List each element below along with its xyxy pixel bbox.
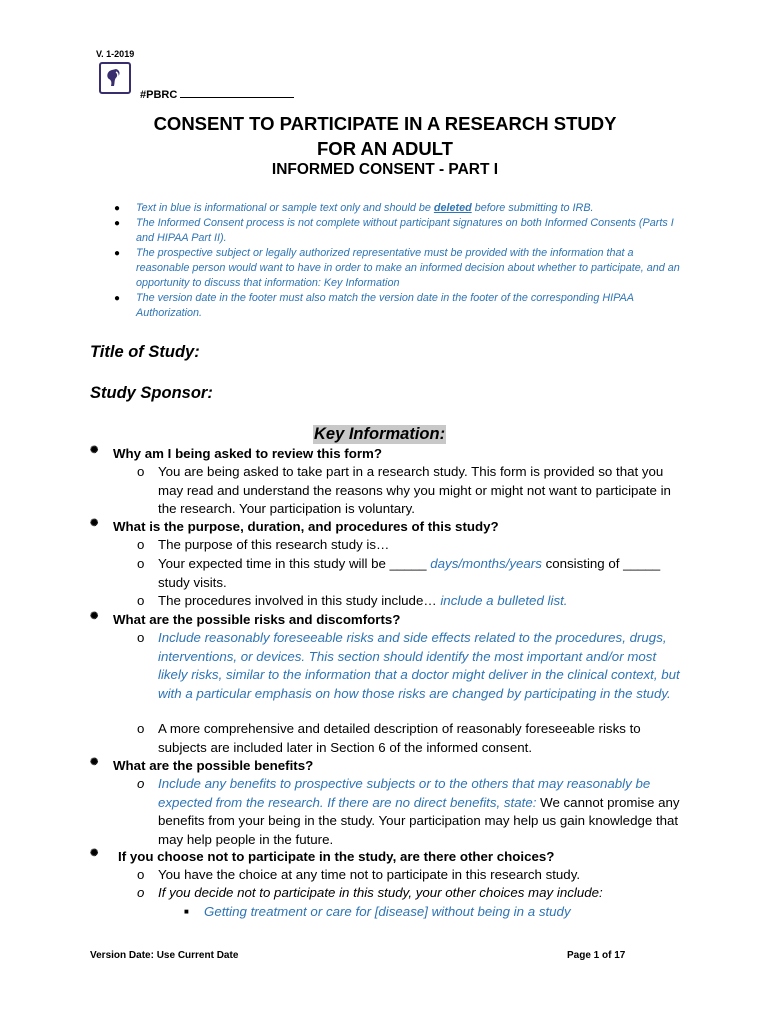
bullet-icon: ✺: [90, 611, 99, 622]
circle-bullet-icon: o: [137, 867, 145, 882]
title-of-study-heading: Title of Study:: [90, 343, 200, 361]
note-item: ● The Informed Consent process is not complete without participant signatures on both Informed Consents (Parts I and HIPAA Part II).: [114, 217, 674, 244]
version-number: V. 1-2019: [96, 49, 135, 59]
bullet-icon: ✺: [90, 757, 99, 768]
bullet-icon: ●: [114, 203, 121, 214]
bullet-icon: ●: [114, 248, 121, 259]
answer-item: o You have the choice at any time not to participate in this research study.: [137, 866, 687, 885]
document-subtitle: INFORMED CONSENT - PART I: [271, 161, 499, 178]
circle-bullet-icon: o: [137, 464, 145, 479]
note-item: ● The version date in the footer must also match the version date in the footer of the corresponding HIPAA Authorization.: [114, 292, 634, 319]
circle-bullet-icon: o: [137, 537, 145, 552]
circle-bullet-icon: o: [137, 556, 145, 571]
circle-bullet-icon: o: [137, 593, 145, 608]
circle-bullet-icon: o: [137, 776, 145, 791]
key-information-heading: Key Information:: [314, 425, 446, 443]
square-bullet-icon: ■: [184, 907, 189, 916]
study-sponsor-heading: Study Sponsor:: [90, 384, 213, 402]
circle-bullet-icon: o: [137, 630, 145, 645]
pbrc-number-line: [140, 87, 294, 101]
circle-bullet-icon: o: [137, 721, 145, 736]
answer-item: o Include reasonably foreseeable risks and side effects related to the procedures, drugs, interventions, or devices. This section should identify the most important and/or most likely risks, similar to the information that a doctor might deliver in the clinical context, but with a particular emphasis on how those risks are changed by participating in the study.: [137, 630, 680, 701]
bullet-icon: ✺: [90, 848, 99, 859]
answer-item: o The procedures involved in this study include… include a bulleted list.: [137, 592, 687, 611]
bullet-icon: ●: [114, 293, 121, 304]
circle-bullet-icon: o: [137, 885, 145, 900]
pbrc-label: #PBRC: [140, 89, 178, 101]
answer-item: o A more comprehensive and detailed description of reasonably foreseeable risks to subjects are included later in Section 6 of the informed consent.: [137, 721, 641, 755]
answer-item: o You are being asked to take part in a research study. This form is provided so that you may read and understand the reasons why you might or might not want to participate in the research. Your participation is voluntary.: [137, 464, 671, 516]
answer-item: o Include any benefits to prospective subjects or to the others that may reasonably be expected from the research. If there are no direct benefits, state: We cannot promise any benefits from your being in the study. Your participation may help us gain knowledge that may help people in the future.: [137, 776, 680, 847]
answer-item: o Your expected time in this study will be _____ days/months/years consisting of _____ study visits.: [137, 556, 661, 590]
bullet-icon: ●: [114, 218, 121, 229]
bullet-icon: ✺: [90, 445, 99, 456]
note-item: ● Text in blue is informational or sample text only and should be deleted before submitting to IRB.: [114, 202, 594, 214]
pbrc-blank: [180, 87, 294, 98]
answer-item: o The purpose of this research study is…: [137, 536, 687, 555]
footer-page-number: Page 1 of 17: [567, 950, 626, 961]
answer-item: o If you decide not to participate in this study, your other choices may include:: [137, 884, 687, 903]
pbrc-logo-icon: [99, 62, 131, 94]
document-title-line-1: CONSENT TO PARTICIPATE IN A RESEARCH STUDY: [153, 113, 617, 134]
sub-answer-item: ■ Getting treatment or care for [disease] without being in a study: [184, 903, 684, 922]
document-title-line-2: FOR AN ADULT: [317, 138, 453, 159]
instruction-notes: [114, 201, 684, 321]
deleted-emphasis: deleted: [433, 202, 472, 214]
footer-version-date: Version Date: Use Current Date: [90, 950, 239, 961]
note-item: ● The prospective subject or legally authorized representative must be provided with the information that a reasonable person would want to have in order to make an informed decision about whether to participate, and an opportunity to discuss that information: Key Information: [114, 247, 680, 289]
bullet-icon: ✺: [90, 518, 99, 529]
